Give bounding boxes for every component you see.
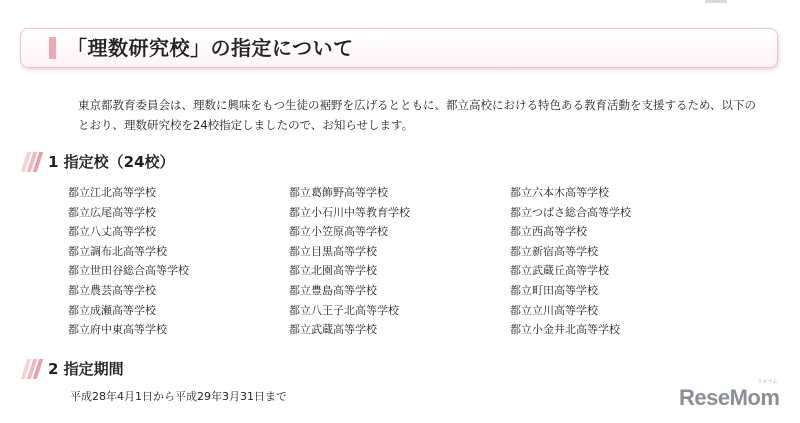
logo-text: ReseMom (679, 385, 780, 410)
intro-paragraph: 東京都教育委員会は、理数に興味をもつ生徒の裾野を広げるとともに、都立高校における特色ある教育活動を支援するため、以下のとおり、理数研究校を24校指定しましたので、お知らせします。 (78, 98, 757, 132)
school-item: 都立調布北高等学校 (68, 244, 167, 258)
school-column-1 (68, 183, 189, 340)
school-item: 都立葛飾野高等学校 (289, 186, 388, 199)
school-item: 都立成瀬高等学校 (68, 303, 156, 317)
school-column-2 (289, 183, 410, 340)
school-item: 都立町田高等学校 (510, 283, 598, 297)
school-item: 都立八丈高等学校 (68, 225, 156, 239)
school-item: 都立広尾高等学校 (68, 205, 156, 219)
school-item: 都立小石川中等教育学校 (289, 205, 410, 219)
school-item: 都立武蔵高等学校 (289, 323, 377, 337)
title-accent-bar (49, 37, 56, 59)
school-item: 都立小金井北高等学校 (510, 323, 620, 337)
school-item: 都立武蔵丘高等学校 (510, 264, 609, 278)
school-item: 都立江北高等学校 (68, 186, 156, 199)
school-item: 都立つばさ総合高等学校 (510, 205, 631, 219)
page-title: 「理数研究校」の指定について (67, 36, 354, 60)
designation-period: 平成28年4月1日から平成29年3月31日まで (70, 390, 287, 403)
stripe-marker-icon (22, 359, 50, 379)
school-item: 都立小笠原高等学校 (289, 225, 388, 239)
school-column-3 (510, 183, 631, 340)
school-item: 都立府中東高等学校 (68, 323, 167, 337)
school-item: 都立八王子北高等学校 (289, 303, 399, 317)
stripe-marker-icon (22, 152, 50, 172)
top-edge-mark (705, 0, 727, 3)
school-item: 都立農芸高等学校 (68, 283, 156, 297)
logo-kana: リセマム (757, 379, 778, 385)
school-item: 都立世田谷総合高等学校 (68, 264, 189, 278)
school-item: 都立目黒高等学校 (289, 244, 377, 258)
school-item: 都立西高等学校 (510, 225, 587, 239)
school-item: 都立北園高等学校 (289, 264, 377, 278)
resemom-logo (679, 379, 780, 411)
page-title-box (20, 28, 778, 68)
school-item: 都立立川高等学校 (510, 303, 598, 317)
school-item: 都立新宿高等学校 (510, 244, 598, 258)
section-heading-label: 2 指定期間 (48, 360, 124, 378)
section-heading-label: 1 指定校（24校） (48, 153, 175, 171)
school-item: 都立豊島高等学校 (289, 283, 377, 297)
school-item: 都立六本木高等学校 (510, 186, 609, 199)
school-list (68, 183, 688, 343)
